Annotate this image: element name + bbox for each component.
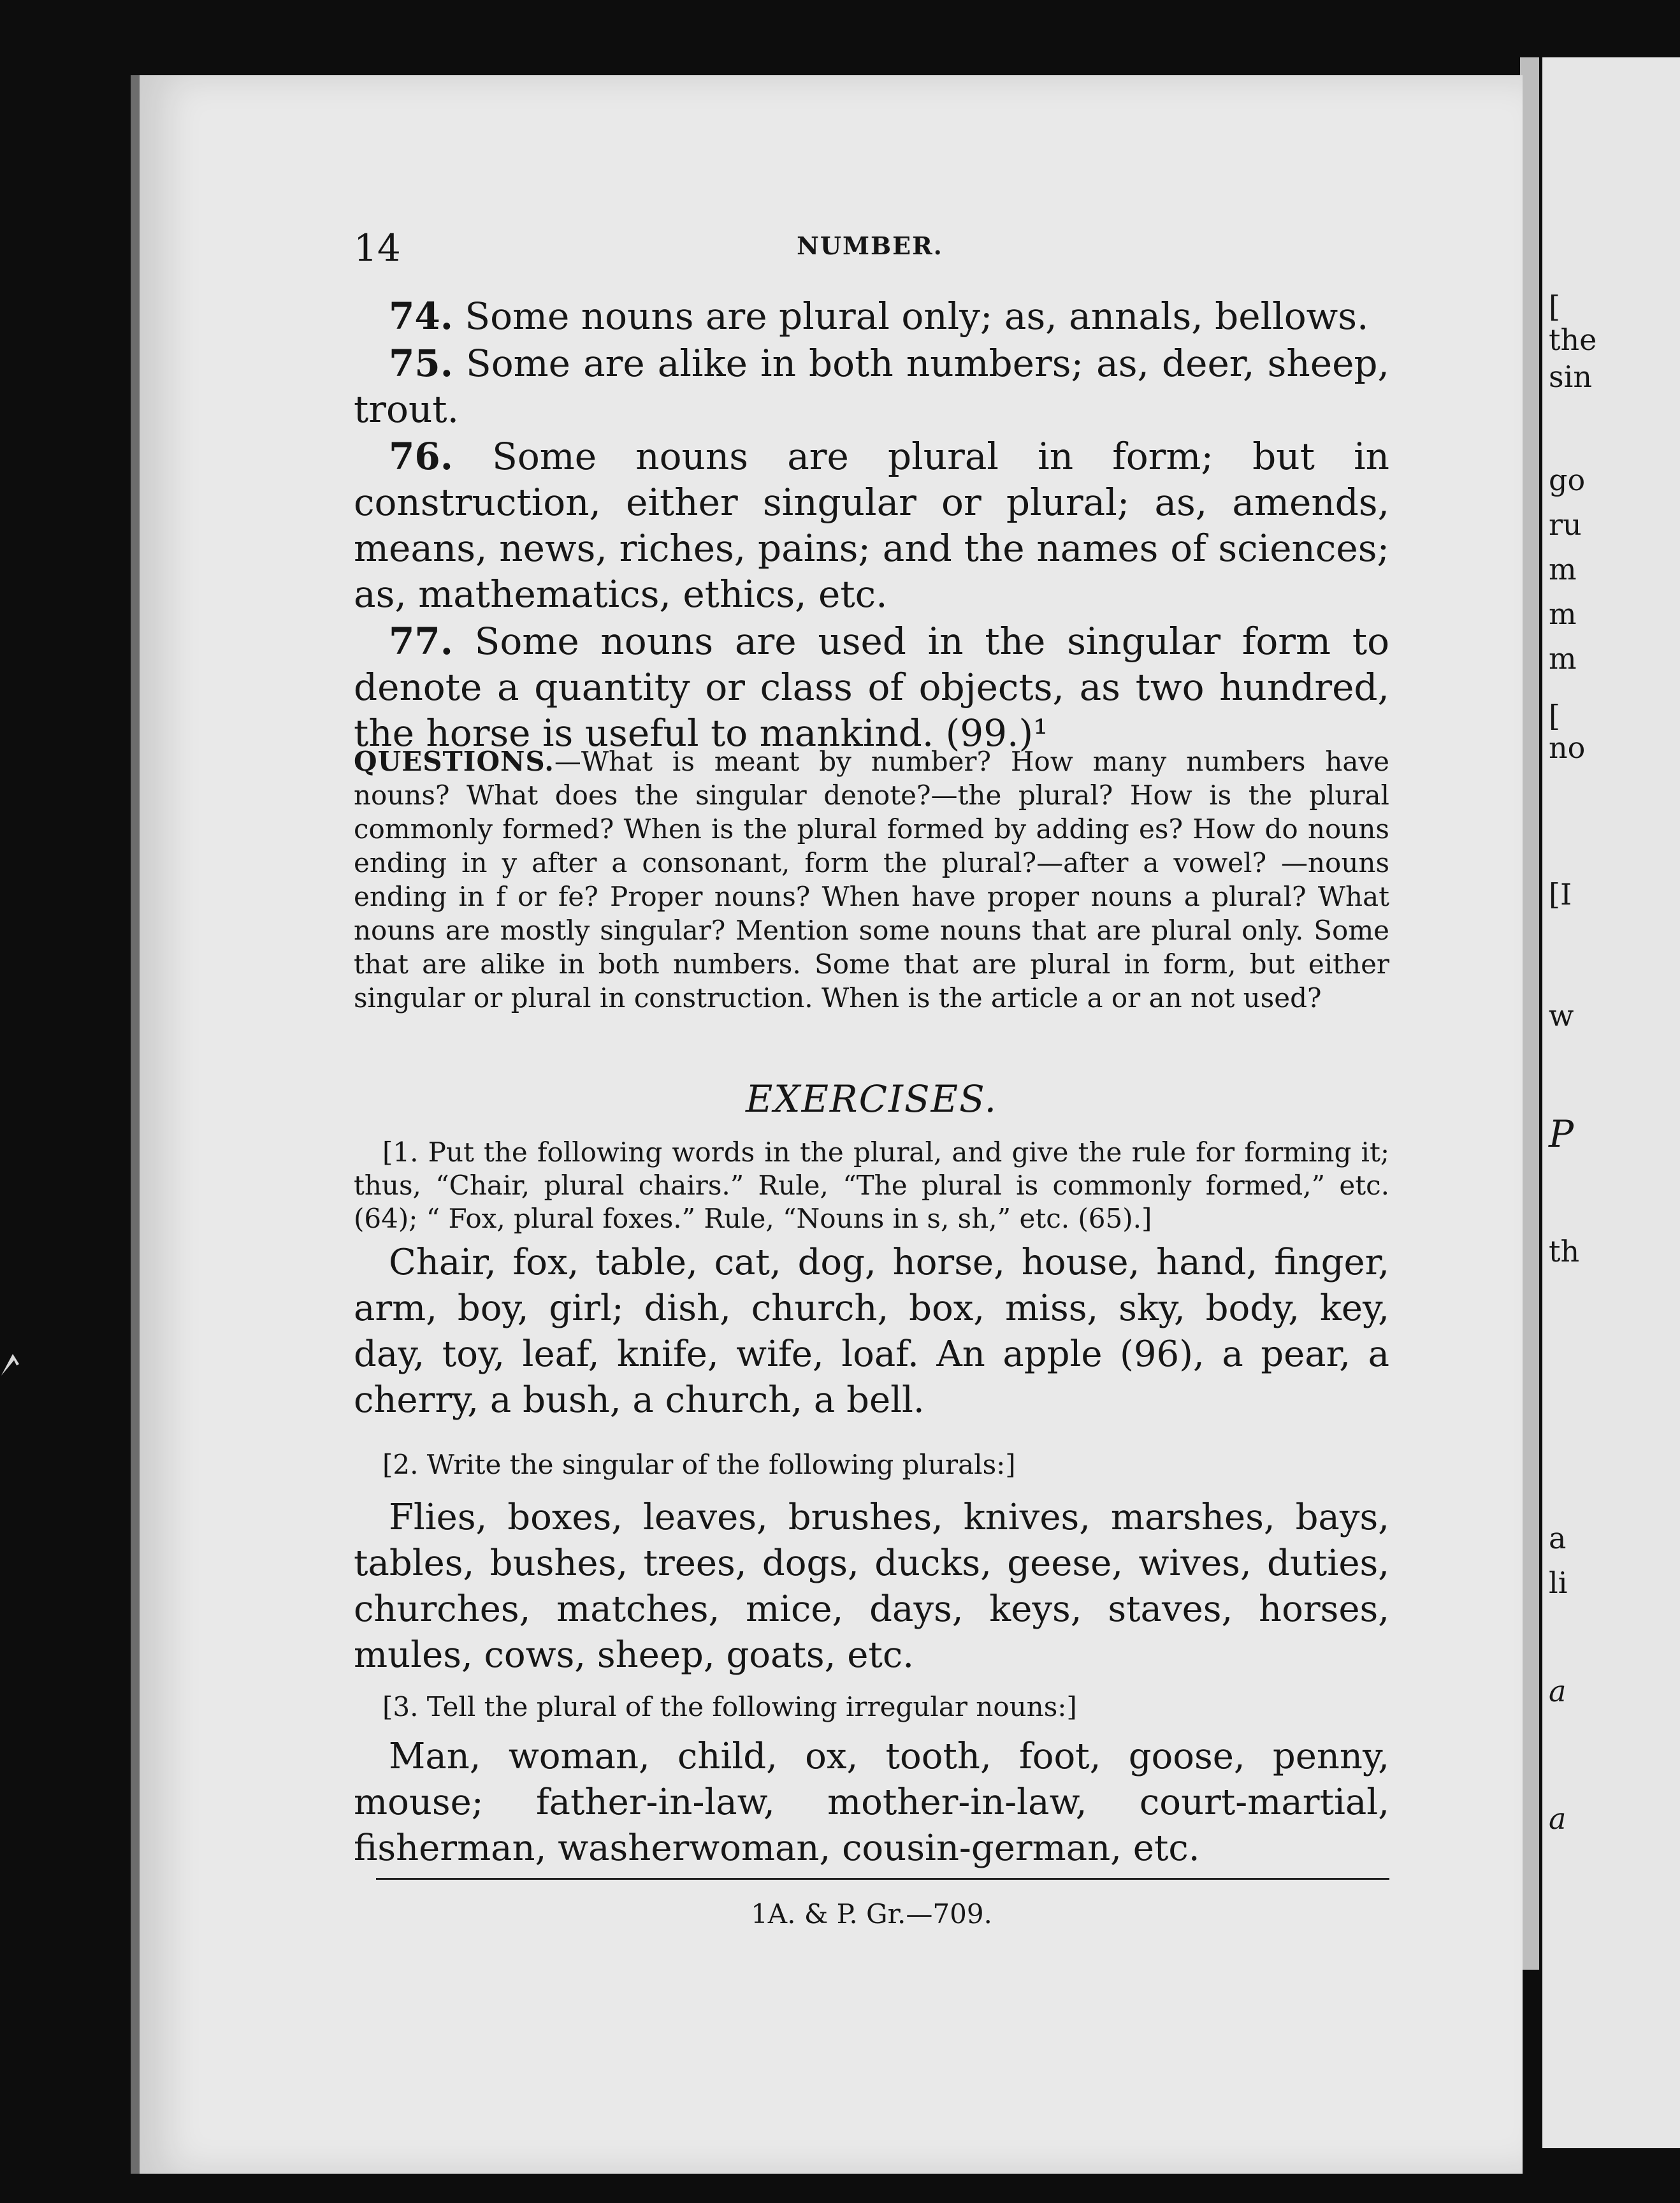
- facing-fragment: go: [1549, 463, 1586, 497]
- paragraph-74: [354, 293, 1389, 339]
- paragraph-number: 75.: [389, 342, 453, 385]
- exercise-3-text: Man, woman, child, ox, tooth, foot, goose, penny, mouse; father-in-law, mother-in-law, court-martial, fisherman, washerwoman, cousin-german, etc.: [354, 1736, 1389, 1869]
- body-text: [354, 293, 1389, 757]
- facing-fragment: sin: [1549, 360, 1592, 394]
- paragraph-number: 77.: [389, 620, 453, 663]
- exercise-3-instruction: [3. Tell the plural of the following irregular nouns:]: [382, 1691, 1077, 1722]
- footnote-rule: [376, 1878, 1389, 1880]
- facing-fragment: [: [1549, 289, 1560, 324]
- paragraph-75: [354, 340, 1389, 432]
- facing-fragment: P: [1549, 1112, 1574, 1156]
- facing-page: [1542, 57, 1680, 2148]
- exercise-2-instruction: [2. Write the singular of the following plurals:]: [382, 1449, 1016, 1480]
- exercises-heading: EXERCISES.: [745, 1077, 998, 1121]
- paragraph-text: Some nouns are plural in form; but in construction, either singular or plural; as, amends, means, news, riches, pains; and the names of sciences; as, mathematics, ethics, etc.: [354, 435, 1389, 616]
- questions-label: QUESTIONS.: [354, 746, 554, 777]
- paragraph-77: [354, 618, 1389, 756]
- facing-fragment: ru: [1549, 507, 1582, 542]
- cursor-arrow-icon: [0, 1351, 32, 1377]
- facing-fragment: th: [1549, 1234, 1580, 1269]
- facing-fragment: a: [1549, 1674, 1567, 1708]
- facing-fragment: a: [1549, 1521, 1567, 1555]
- facing-fragment: m: [1549, 597, 1577, 631]
- paragraph-number: 74.: [389, 294, 453, 338]
- page-edge: [1520, 57, 1539, 1970]
- facing-fragment: m: [1549, 552, 1577, 586]
- paragraph-text: Some are alike in both numbers; as, deer, sheep, trout.: [354, 342, 1389, 431]
- facing-fragment: [I: [1549, 877, 1572, 912]
- exercise-1-text: Chair, fox, table, cat, dog, horse, house, hand, finger, arm, boy, girl; dish, church, box, miss, sky, body, key, day, toy, leaf, knife, wife, loaf. An apple (96), a pear, a cherry, a bush, a church, a bell.: [354, 1242, 1389, 1421]
- paragraph-number: 76.: [389, 435, 453, 478]
- page-number: 14: [354, 226, 401, 270]
- questions-block: [354, 745, 1389, 1015]
- facing-fragment: the: [1549, 323, 1597, 357]
- paragraph-text: Some nouns are plural only; as, annals, bellows.: [453, 294, 1369, 338]
- running-title: NUMBER.: [797, 231, 943, 260]
- paragraph-text: Some nouns are used in the singular form to denote a quantity or class of objects, as two hundred, the horse is useful to mankind. (99.)¹: [354, 620, 1389, 755]
- facing-fragment: [: [1549, 699, 1560, 733]
- questions-text: —What is meant by number? How many numbers have nouns? What does the singular denote?—the plural? How is the plural commonly formed? When is the plural formed by adding es? How do nouns ending in y after a consonant, form the plural?—after a vowel? —nouns ending in f or fe? Proper nouns? When have proper nouns a plural? What nouns are mostly singular? Mention some nouns that are plural only. Some that are alike in both numbers. Some that are plural in form, but either singular or plural in construction. When is the article a or an not used?: [354, 746, 1389, 1014]
- facing-fragment: no: [1549, 731, 1586, 765]
- footnote: 1A. & P. Gr.—709.: [751, 1898, 992, 1930]
- exercise-1-instruction: [1. Put the following words in the plural, and give the rule for forming it; thus, “Chair, plural chairs.” Rule, “The plural is commonly formed,” etc. (64); “ Fox, plural foxes.” Rule, “Nouns in s, sh,” etc. (65).]: [354, 1137, 1389, 1234]
- facing-fragment: m: [1549, 641, 1577, 676]
- running-head: [354, 226, 1386, 270]
- facing-fragment: li: [1549, 1566, 1568, 1600]
- exercise-2-text: Flies, boxes, leaves, brushes, knives, marshes, bays, tables, bushes, trees, dogs, ducks, geese, wives, duties, churches, matches, mice, days, keys, staves, horses, mules, cows, sheep, goats, etc.: [354, 1497, 1389, 1676]
- facing-fragment: a: [1549, 1801, 1567, 1836]
- facing-fragment: w: [1549, 998, 1574, 1033]
- paragraph-76: [354, 433, 1389, 617]
